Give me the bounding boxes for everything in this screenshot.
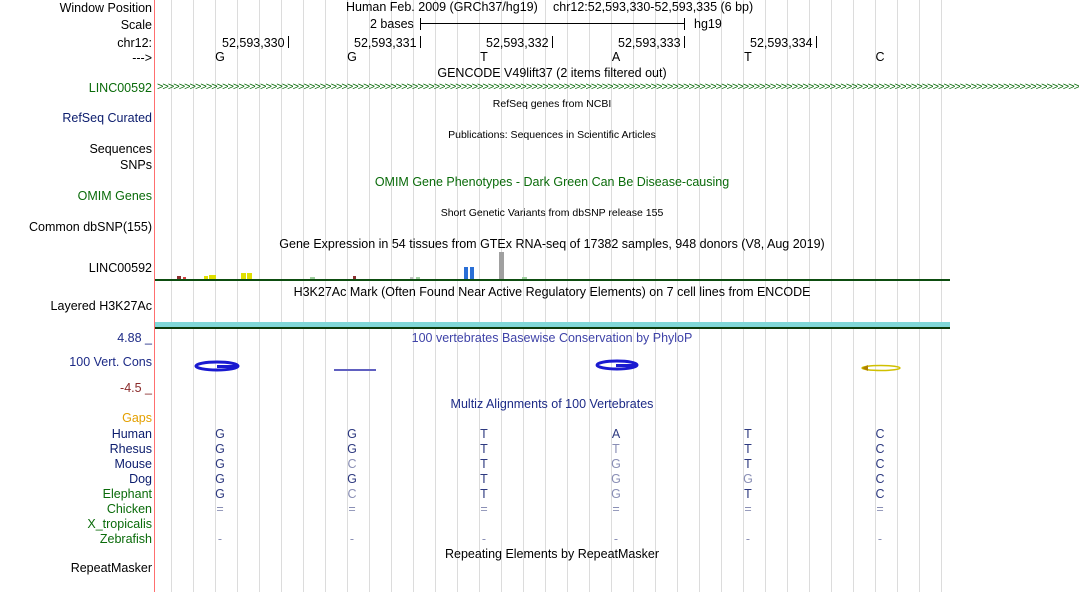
coord-label: 52,593,334 <box>750 36 813 50</box>
track-label-vert-cons[interactable]: 100 Vert. Cons <box>69 355 152 369</box>
alignment-base: G <box>215 427 225 441</box>
species-label[interactable]: Elephant <box>102 487 152 501</box>
alignment-base: G <box>347 442 357 456</box>
gencode-track-title[interactable]: GENCODE V49lift37 (2 items filtered out) <box>437 66 667 80</box>
alignment-base: G <box>611 472 621 486</box>
linc00592-gene-strand[interactable]: >>>>>>>>>>>>>>>>>>>>>>>>>>>>>>>>>>>>>>>>>>>>>>>>>>>>>>>>>>>>>>>>>>>>>>>>>>>>>>>>>>>>>>>>>>>>>>>>>>>>>>>>>>>>>>>>>>>>>>>>>>>>>>>>>>>>>>>>>>>>>>>>>>>>>>>>>>>>>>>>>>>>>>>>>> <box>157 81 1079 93</box>
logo-g-glyph <box>195 360 245 372</box>
alignment-base: T <box>744 442 752 456</box>
position-title: chr12:52,593,330-52,593,335 (6 bp) <box>553 0 754 14</box>
chrom-label: chr12: <box>117 36 152 50</box>
h3k27ac-track-title[interactable]: H3K27Ac Mark (Often Found Near Active Regulatory Elements) on 7 cell lines from ENCODE <box>293 285 811 299</box>
alignment-base: C <box>347 457 357 471</box>
track-label-sequences[interactable]: Sequences <box>89 142 152 156</box>
alignment-base: - <box>481 532 487 546</box>
multiz-track-title[interactable]: Multiz Alignments of 100 Vertebrates <box>450 397 654 411</box>
track-label-refseq[interactable]: RefSeq Curated <box>62 111 152 125</box>
species-label[interactable]: Zebrafish <box>99 532 152 546</box>
alignment-base: = <box>480 502 488 516</box>
alignment-base: G <box>611 457 621 471</box>
species-label[interactable]: Rhesus <box>109 442 152 456</box>
alignment-base: T <box>480 457 488 471</box>
reference-base: T <box>480 50 488 64</box>
alignment-base: C <box>875 442 885 456</box>
alignment-base: G <box>347 427 357 441</box>
alignment-base: T <box>480 442 488 456</box>
gtex-baseline <box>155 279 950 281</box>
species-label[interactable]: Human <box>111 427 152 441</box>
alignment-base: G <box>347 472 357 486</box>
alignment-base: = <box>744 502 752 516</box>
phylop-track-title[interactable]: 100 vertebrates Basewise Conservation by PhyloP <box>411 331 693 345</box>
alignment-base: T <box>612 442 620 456</box>
alignment-base: T <box>744 427 752 441</box>
alignment-base: C <box>875 457 885 471</box>
alignment-base: - <box>745 532 751 546</box>
alignment-base: = <box>876 502 884 516</box>
coord-label: 52,593,330 <box>222 36 285 50</box>
h3k27ac-baseline <box>155 327 950 329</box>
alignment-base: - <box>217 532 223 546</box>
track-label-layered-h3k27ac[interactable]: Layered H3K27Ac <box>50 299 152 313</box>
logo-arrow-glyph <box>860 363 904 373</box>
alignment-base: G <box>611 487 621 501</box>
alignment-base: T <box>744 487 752 501</box>
alignment-base: C <box>875 487 885 501</box>
coord-label: 52,593,331 <box>354 36 417 50</box>
track-label-omim[interactable]: OMIM Genes <box>77 189 152 203</box>
alignment-base: A <box>611 427 621 441</box>
track-label-gaps[interactable]: Gaps <box>122 411 152 425</box>
refseq-track-title[interactable]: RefSeq genes from NCBI <box>492 98 612 110</box>
alignment-base: C <box>347 487 357 501</box>
alignment-base: G <box>215 457 225 471</box>
species-label[interactable]: Dog <box>129 472 152 486</box>
alignment-base: - <box>877 532 883 546</box>
alignment-base: C <box>875 472 885 486</box>
scale-db: hg19 <box>694 17 722 31</box>
gtex-track-title[interactable]: Gene Expression in 54 tissues from GTEx RNA-seq of 17382 samples, 948 donors (V8, Aug 2019) <box>279 237 825 251</box>
phylop-max-label: 4.88 _ <box>117 331 152 345</box>
track-label-linc00592[interactable]: LINC00592 <box>88 81 152 95</box>
alignment-base: - <box>349 532 355 546</box>
scale-text: 2 bases <box>370 17 414 31</box>
assembly-title: Human Feb. 2009 (GRCh37/hg19) <box>346 0 538 14</box>
species-label[interactable]: Chicken <box>106 502 152 516</box>
species-label[interactable]: Mouse <box>114 457 152 471</box>
coord-label: 52,593,332 <box>486 36 549 50</box>
logo-flat-glyph <box>333 367 378 373</box>
alignment-base: G <box>743 472 753 486</box>
track-label-snps[interactable]: SNPs <box>120 158 152 172</box>
publications-track-title[interactable]: Publications: Sequences in Scientific Articles <box>448 129 656 141</box>
reference-base: G <box>215 50 225 64</box>
track-label-common-dbsnp[interactable]: Common dbSNP(155) <box>29 220 152 234</box>
alignment-base: T <box>744 457 752 471</box>
reference-base: T <box>744 50 752 64</box>
window-position-label: Window Position <box>59 1 152 15</box>
alignment-base: C <box>875 427 885 441</box>
alignment-base: = <box>216 502 224 516</box>
track-label-gtex-linc[interactable]: LINC00592 <box>88 261 152 275</box>
repeatmasker-track-title[interactable]: Repeating Elements by RepeatMasker <box>444 547 659 561</box>
track-label-repeatmasker[interactable]: RepeatMasker <box>70 561 152 575</box>
logo-g-glyph <box>596 359 641 371</box>
reference-base: A <box>611 50 621 64</box>
reference-base: C <box>875 50 885 64</box>
species-label[interactable]: X_tropicalis <box>87 517 152 531</box>
alignment-base: - <box>613 532 619 546</box>
alignment-base: G <box>215 472 225 486</box>
alignment-base: T <box>480 487 488 501</box>
alignment-base: G <box>215 487 225 501</box>
alignment-base: G <box>215 442 225 456</box>
alignment-base: = <box>348 502 356 516</box>
reference-base: G <box>347 50 357 64</box>
scale-label: Scale <box>120 18 152 32</box>
omim-track-title[interactable]: OMIM Gene Phenotypes - Dark Green Can Be Disease-causing <box>374 175 730 189</box>
coord-label: 52,593,333 <box>618 36 681 50</box>
alignment-base: = <box>612 502 620 516</box>
alignment-base: T <box>480 427 488 441</box>
dbsnp-track-title[interactable]: Short Genetic Variants from dbSNP release 155 <box>440 207 664 219</box>
alignment-base: T <box>480 472 488 486</box>
strand-label: ---> <box>132 51 152 65</box>
phylop-min-label: -4.5 _ <box>120 381 152 395</box>
